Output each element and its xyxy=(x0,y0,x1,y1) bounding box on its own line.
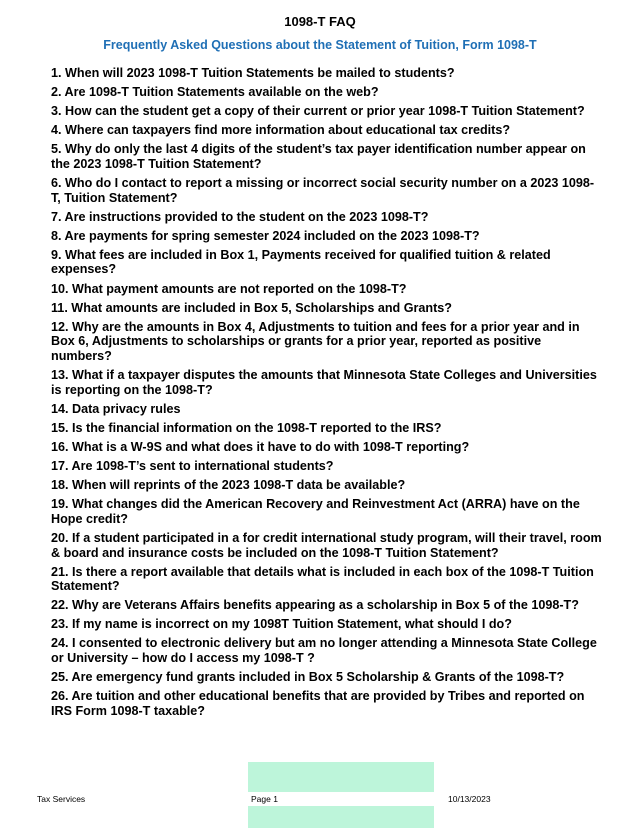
faq-question[interactable]: 1. When will 2023 1098-T Tuition Statements be mailed to students? xyxy=(51,66,455,80)
faq-question[interactable]: 12. Why are the amounts in Box 4, Adjustments to tuition and fees for a prior year and in Box 6, Adjustments to scholarships or grants for a prior year, reported as positive numbers? xyxy=(51,319,580,364)
footer-highlight-band xyxy=(248,762,434,792)
faq-question[interactable]: 16. What is a W-9S and what does it have to do with 1098-T reporting? xyxy=(51,439,470,454)
faq-question[interactable]: 2. Are 1098-T Tuition Statements available on the web? xyxy=(51,85,379,100)
faq-question[interactable]: 7. Are instructions provided to the student on the 2023 1098-T? xyxy=(51,209,429,224)
footer-date: 10/13/2023 xyxy=(448,794,491,804)
footer-page-number: Page 1 xyxy=(251,794,278,804)
page-subtitle: Frequently Asked Questions about the Statement of Tuition, Form 1098-T xyxy=(103,38,537,52)
footer-highlight-band xyxy=(248,806,434,828)
faq-question[interactable]: 20. If a student participated in a for credit international study program, will their travel, room & board and insurance costs be included on the 1098-T Tuition Statement? xyxy=(51,530,602,560)
faq-question[interactable]: 24. I consented to electronic delivery but am no longer attending a Minnesota State College or University – how do I access my 1098-T ? xyxy=(51,636,597,666)
footer-department: Tax Services xyxy=(37,794,86,804)
faq-question[interactable]: 18. When will reprints of the 2023 1098-T data be available? xyxy=(51,478,406,493)
faq-question[interactable]: 19. What changes did the American Recovery and Reinvestment Act (ARRA) have on the Hope credit? xyxy=(51,497,580,526)
faq-question[interactable]: 10. What payment amounts are not reported on the 1098-T? xyxy=(51,281,407,296)
faq-question[interactable]: 17. Are 1098-T’s sent to international students? xyxy=(51,458,334,473)
faq-question[interactable]: 21. Is there a report available that details what is included in each box of the 1098-T Tuition Statement? xyxy=(51,564,594,594)
faq-question[interactable]: 5. Why do only the last 4 digits of the student’s tax payer identification number appear on the 2023 1098-T Tuition Statement? xyxy=(51,142,586,171)
faq-question[interactable]: 25. Are emergency fund grants included in Box 5 Scholarship & Grants of the 1098-T? xyxy=(51,670,565,685)
faq-question-list xyxy=(51,66,603,723)
faq-question[interactable]: 13. What if a taxpayer disputes the amounts that Minnesota State Colleges and Universities is reporting on the 1098-T? xyxy=(51,368,597,397)
faq-question[interactable]: 11. What amounts are included in Box 5, Scholarships and Grants? xyxy=(51,300,452,315)
faq-question[interactable]: 26. Are tuition and other educational benefits that are provided by Tribes and reported on IRS Form 1098-T taxable? xyxy=(51,689,585,718)
page-title: 1098-T FAQ xyxy=(284,14,356,29)
faq-question[interactable]: 8. Are payments for spring semester 2024 included on the 2023 1098-T? xyxy=(51,228,480,243)
faq-question[interactable]: 6. Who do I contact to report a missing or incorrect social security number on a 2023 1098-T, Tuition Statement? xyxy=(51,175,595,205)
faq-question[interactable]: 3. How can the student get a copy of their current or prior year 1098-T Tuition Statement? xyxy=(51,104,585,119)
faq-question[interactable]: 15. Is the financial information on the 1098-T reported to the IRS? xyxy=(51,420,442,435)
faq-question[interactable]: 14. Data privacy rules xyxy=(51,401,181,416)
faq-question[interactable]: 22. Why are Veterans Affairs benefits appearing as a scholarship in Box 5 of the 1098-T? xyxy=(51,598,579,613)
faq-question[interactable]: 4. Where can taxpayers find more information about educational tax credits? xyxy=(51,123,511,138)
faq-question[interactable]: 9. What fees are included in Box 1, Payments received for qualified tuition & related expenses? xyxy=(51,247,551,277)
faq-question[interactable]: 23. If my name is incorrect on my 1098T Tuition Statement, what should I do? xyxy=(51,617,512,632)
